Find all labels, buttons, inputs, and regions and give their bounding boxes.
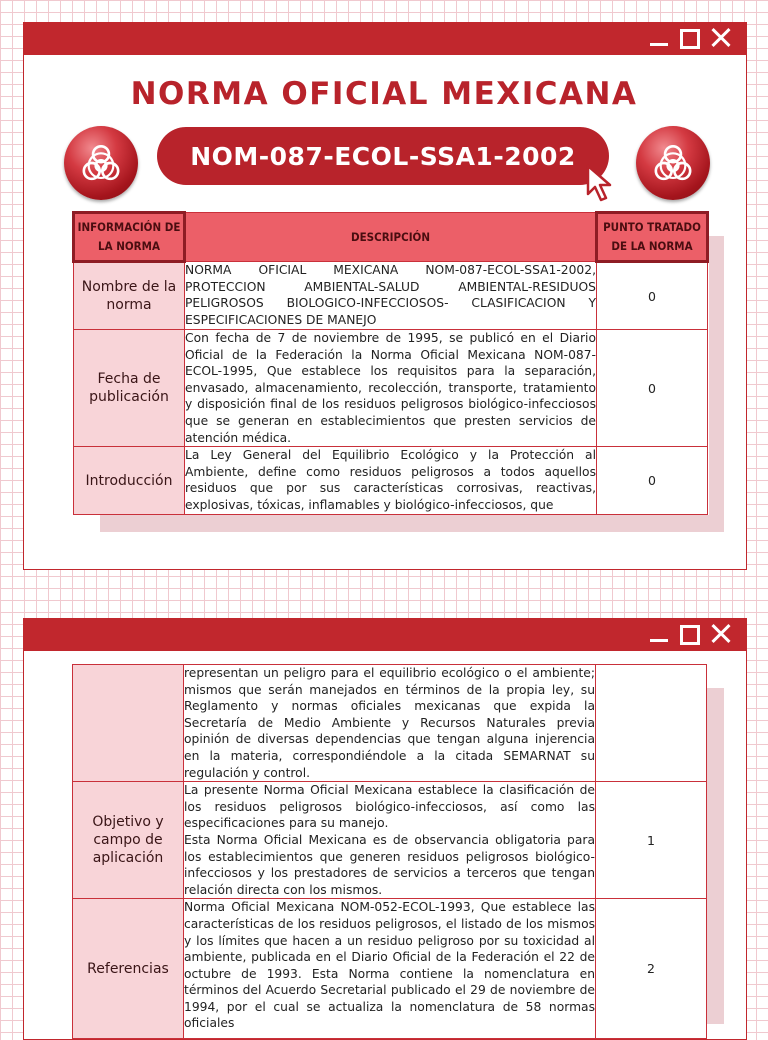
row-label: Introducción xyxy=(74,447,185,515)
norm-code: NOM-087-ECOL-SSA1-2002 xyxy=(190,141,576,171)
header-info: INFORMACIÓN DE LA NORMA xyxy=(74,213,185,262)
biohazard-icon xyxy=(636,126,710,200)
row-punto: 0 xyxy=(597,330,708,447)
row-description: Norma Oficial Mexicana NOM-052-ECOL-1993, Que establece las características de los residuos peligrosos, el listado de los mismos y los límites que hacen a un residuo peligroso por su toxicidad al ambiente, publicada en el Diario Oficial de la Federación el 22 de octubre de 1993. Esta Norma contiene la nomenclatura en términos del Acuerdo Secretarial publicado el 29 de noviembre de 1994, por el cual se actualiza la nomenclatura de 58 normas oficiales xyxy=(184,899,596,1039)
cursor-icon xyxy=(584,164,620,204)
row-description: Con fecha de 7 de noviembre de 1995, se publicó en el Diario Oficial de la Federación la Norma Oficial Mexicana NOM-087-ECOL-1995, Que establece los requisitos para la separación, envasado, almacenamiento, recolección, transporte, tratamiento y disposición final de los residuos peligrosos biológico-infecciosos que se generan en establecimientos que presten servicios de atención médica. xyxy=(185,330,597,447)
minimize-icon[interactable] xyxy=(648,623,670,645)
row-punto: 1 xyxy=(596,782,707,899)
table-row xyxy=(74,262,708,330)
norm-table xyxy=(72,211,709,515)
close-icon[interactable] xyxy=(710,27,732,49)
row-description-part: Esta Norma Oficial Mexicana es de observancia obligatoria para los establecimientos que generen residuos peligrosos biológico-infecciosos y los prestadores de servicios a terceros que tengan relación directa con los mismos. xyxy=(184,832,595,897)
row-description: representan un peligro para el equilibrio ecológico o el ambiente; mismos que serán manejados en términos de la propia ley, su Reglamento y normas oficiales mexicanas que expida la Secretaría de Medio Ambiente y Recursos Naturales previa opinión de diversas dependencias que tengan alguna injerencia en la materia, correspondiéndole a la citada SEMARNAT su regulación y control. xyxy=(184,665,596,782)
window-titlebar xyxy=(24,619,746,651)
table-row xyxy=(74,330,708,447)
row-description-part: La presente Norma Oficial Mexicana establece la clasificación de los residuos peligrosos biológico-infecciosos, así como las especificaciones para su manejo. xyxy=(184,783,595,831)
table-row xyxy=(73,665,707,782)
row-label: Objetivo y campo de aplicación xyxy=(73,782,184,899)
norm-table-continued xyxy=(72,664,707,1039)
row-description xyxy=(184,782,596,899)
header-punto: PUNTO TRATADO DE LA NORMA xyxy=(597,213,708,262)
row-description xyxy=(185,447,597,515)
table-row xyxy=(73,899,707,1039)
window-controls xyxy=(648,623,732,645)
maximize-icon[interactable] xyxy=(680,29,700,49)
row-label xyxy=(73,665,184,782)
biohazard-icon xyxy=(64,126,138,200)
page-title: NORMA OFICIAL MEXICANA xyxy=(130,76,638,112)
row-punto xyxy=(596,665,707,782)
row-punto: 0 xyxy=(597,262,708,330)
table-row xyxy=(74,447,708,515)
row-label: Nombre de la norma xyxy=(74,262,185,330)
norm-code-badge xyxy=(157,127,609,185)
maximize-icon[interactable] xyxy=(680,625,700,645)
header-descripcion: DESCRIPCIÓN xyxy=(185,213,597,262)
row-label: Referencias xyxy=(73,899,184,1039)
row-description: NORMA OFICIAL MEXICANA NOM-087-ECOL-SSA1-2002, PROTECCION AMBIENTAL-SALUD AMBIENTAL-RESIDUOS PELIGROSOS BIOLOGICO-INFECCIOSOS- CLASIFICACION Y ESPECIFICACIONES DE MANEJO xyxy=(185,262,597,330)
row-description-text: La Ley General del Equilibrio Ecológico y la Protección al Ambiente, define como residuos peligrosos a todos aquellos residuos que por sus características corrosivas, reactivas, explosivas, tóxicas, inflamables y biológico-infecciosos, que xyxy=(185,448,596,512)
row-label: Fecha de publicación xyxy=(74,330,185,447)
window-titlebar xyxy=(24,23,746,55)
row-punto: 0 xyxy=(597,447,708,515)
table-header-row xyxy=(74,213,708,262)
table-row xyxy=(73,782,707,899)
row-punto: 2 xyxy=(596,899,707,1039)
minimize-icon[interactable] xyxy=(648,27,670,49)
window-controls xyxy=(648,27,732,49)
close-icon[interactable] xyxy=(710,623,732,645)
